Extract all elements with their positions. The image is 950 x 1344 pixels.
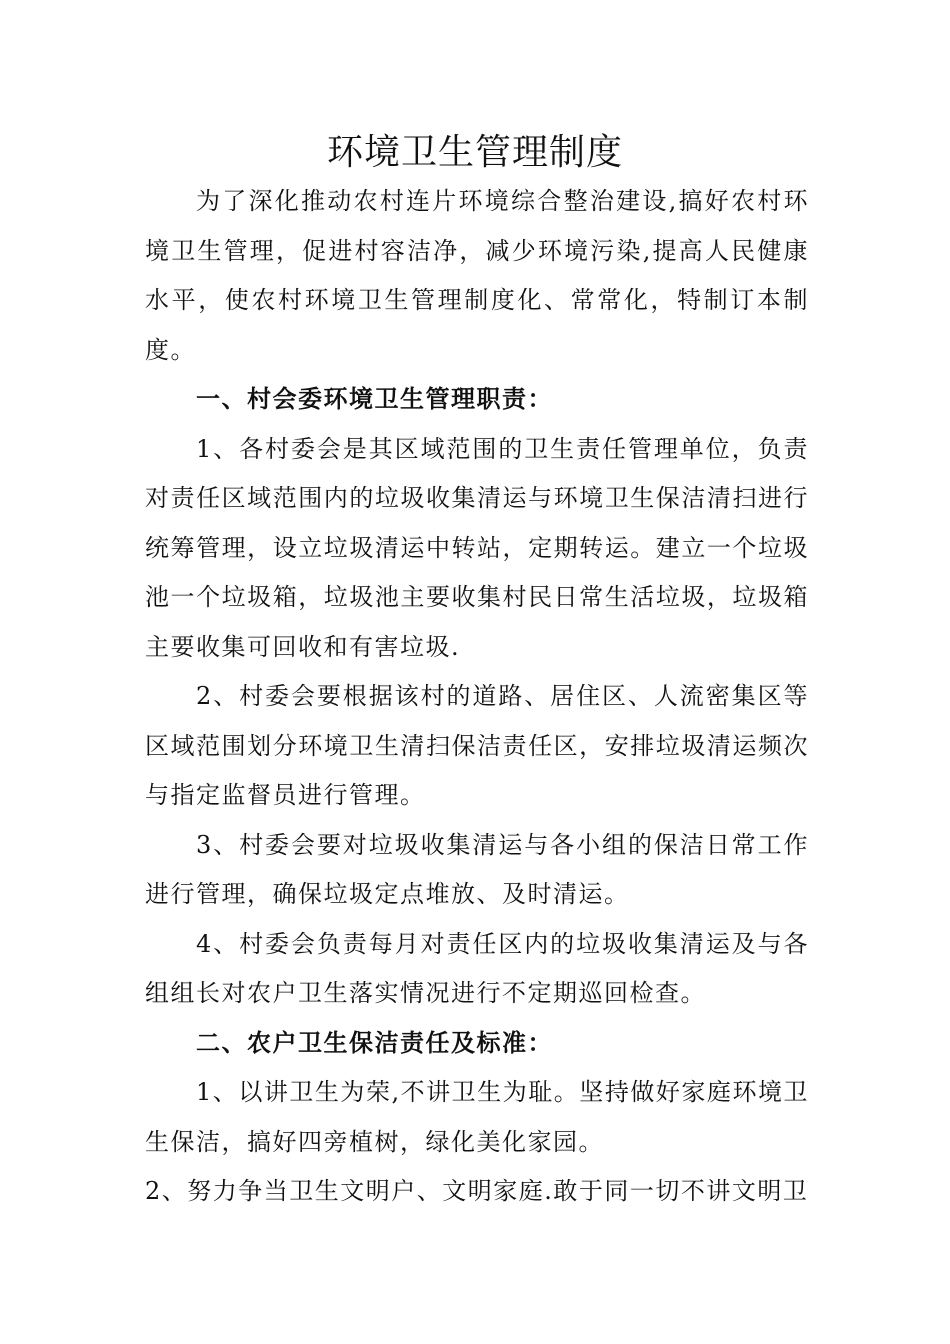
paragraph-1-2: 2、村委会要根据该村的道路、居住区、人流密集区等区域范围划分环境卫生清扫保洁责任区，安排垃圾清运频次与指定监督员进行管理。 (145, 682, 809, 809)
paragraph-2-2: 2、努力争当卫生文明户、文明家庭.敢于同一切不讲文明卫 (145, 1177, 809, 1205)
paragraph-1-4: 4、村委会负责每月对责任区内的垃圾收集清运及与各组组长对农户卫生落实情况进行不定期巡回检查。 (145, 929, 809, 1007)
paragraph-1-3: 3、村委会要对垃圾收集清运与各小组的保洁日常工作进行管理，确保垃圾定点堆放、及时清运。 (145, 830, 809, 908)
document-body (145, 177, 809, 1217)
intro-paragraph: 为了深化推动农村连片环境综合整治建设,搞好农村环境卫生管理，促进村容洁净，减少环境污染,提高人民健康水平，使农村环境卫生管理制度化、常常化，特制订本制度。 (145, 187, 809, 364)
paragraph-2-1: 1、以讲卫生为荣,不讲卫生为耻。坚持做好家庭环境卫生保洁，搞好四旁植树，绿化美化家园。 (145, 1078, 809, 1156)
section-heading-2: 二、农户卫生保洁责任及标准： (196, 1028, 553, 1057)
document-title: 环境卫生管理制度 (326, 132, 623, 173)
paragraph-1-1: 1、各村委会是其区域范围的卫生责任管理单位，负责对责任区域范围内的垃圾收集清运与环境卫生保洁清扫进行统筹管理，设立垃圾清运中转站，定期转运。建立一个垃圾池一个垃圾箱，垃圾池主要收集村民日常生活垃圾，垃圾箱主要收集可回收和有害垃圾. (145, 434, 809, 661)
section-heading-1: 一、村会委环境卫生管理职责： (196, 385, 553, 413)
